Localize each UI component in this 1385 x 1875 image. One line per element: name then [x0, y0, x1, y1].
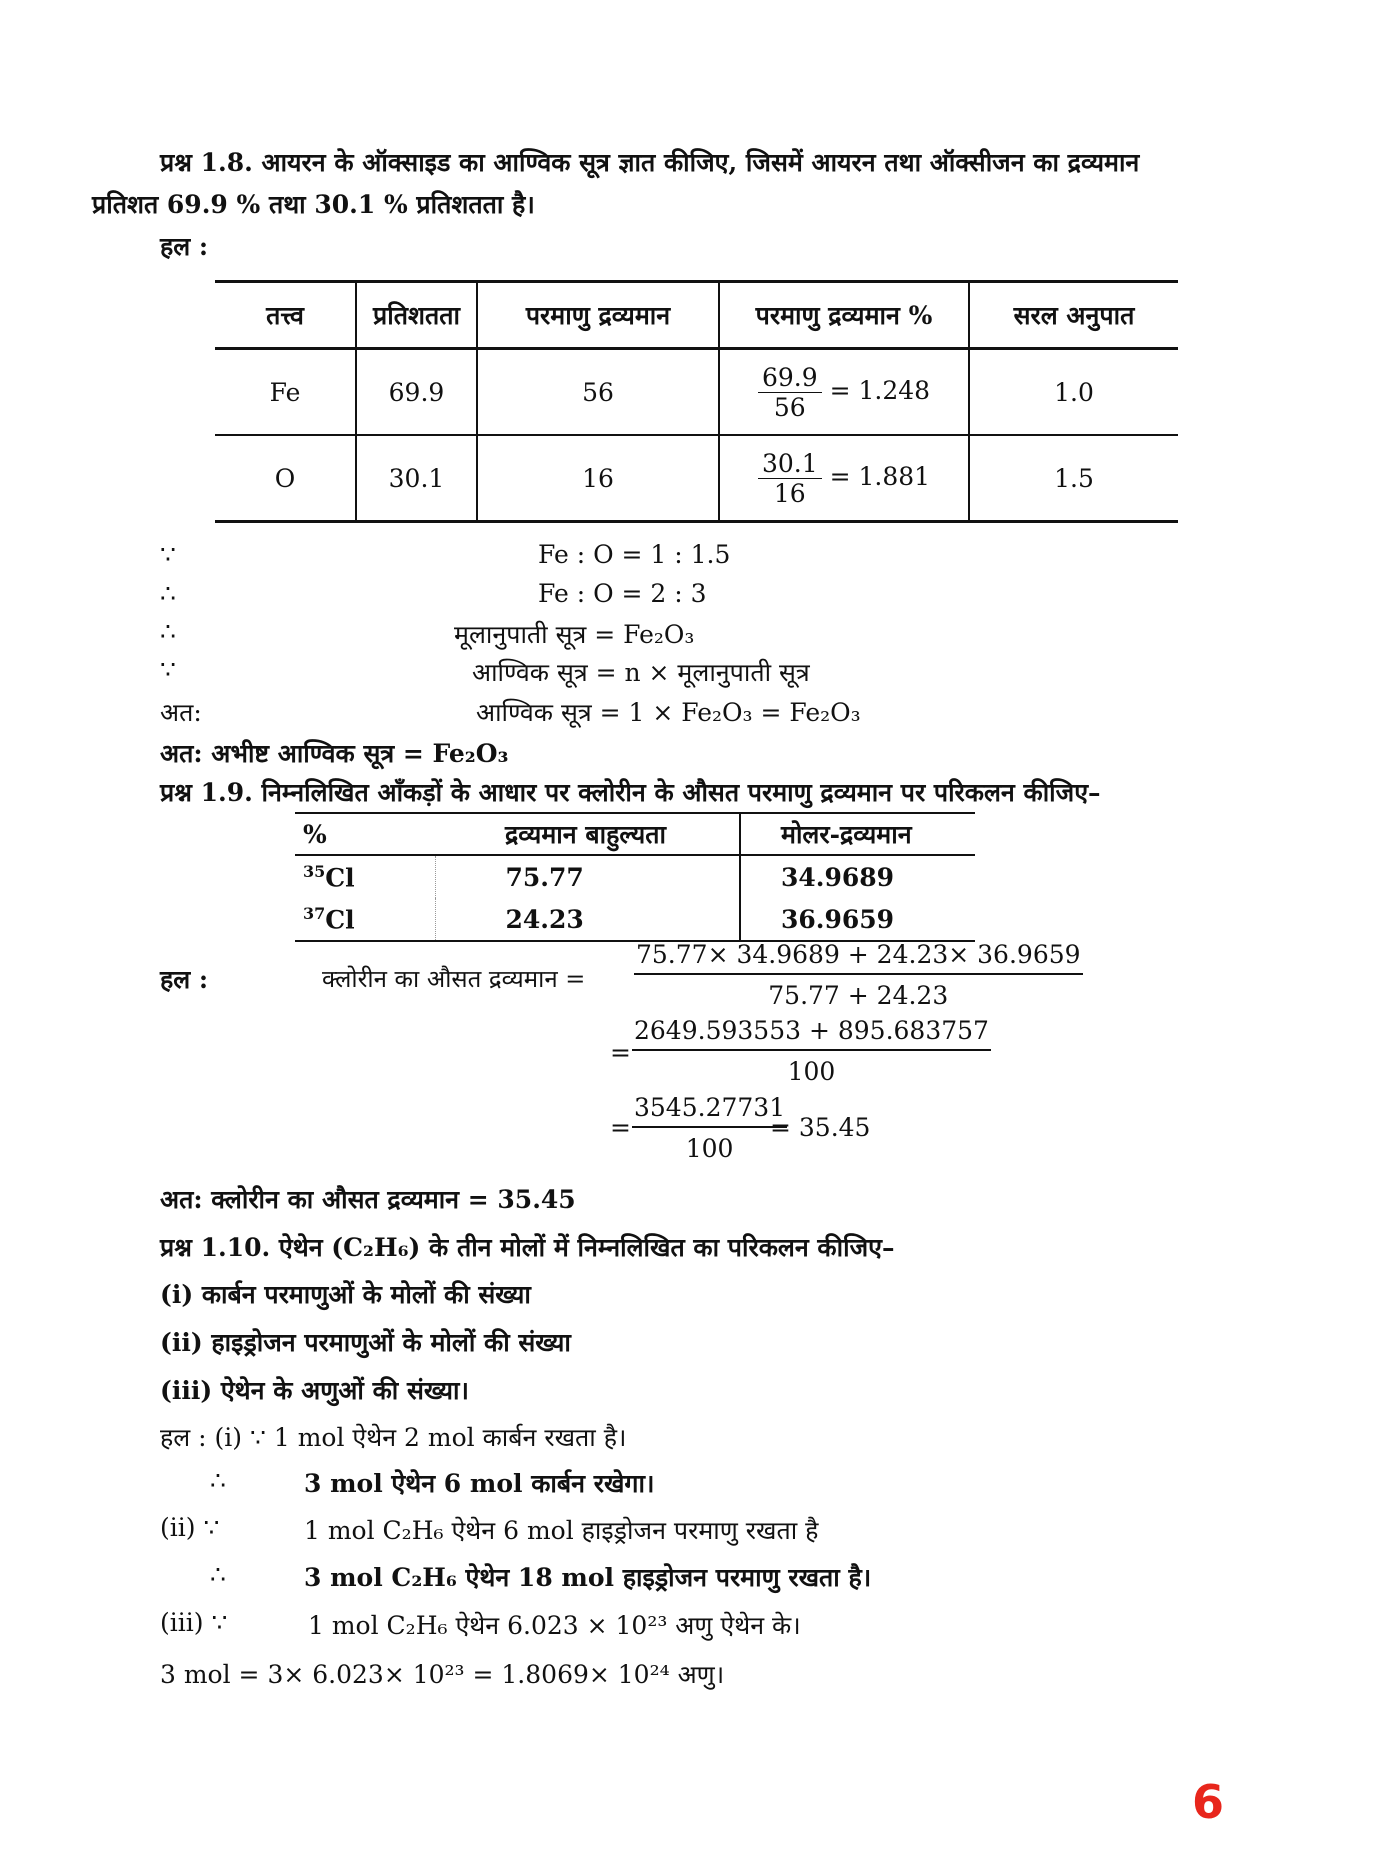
- table-row: [295, 855, 975, 898]
- abundance-cell: 24.23: [435, 898, 740, 941]
- q19-title: प्रश्न 1.9. निम्नलिखित आँकड़ों के आधार पर क्लोरीन के औसत परमाणु द्रव्यमान पर परिकलन कीजिए–: [160, 778, 1101, 807]
- step-symbol: ∵: [160, 655, 176, 684]
- isotope-symbol: Cl: [325, 863, 355, 893]
- header-cell: %: [295, 813, 435, 855]
- molar-mass-cell: 36.9659: [740, 898, 975, 941]
- fraction-denominator: 100: [685, 1134, 734, 1163]
- q110-item: (i) कार्बन परमाणुओं के मोलों की संख्या: [160, 1280, 531, 1309]
- q19-table: [295, 812, 975, 942]
- ratio-fraction-cell: [719, 435, 969, 522]
- result-value: = 35.45: [770, 1113, 871, 1142]
- fraction-numerator: 30.1: [758, 449, 822, 479]
- percent-cell: 69.9: [356, 349, 477, 436]
- fraction-result: = 1.248: [829, 375, 931, 405]
- mass-cell: 56: [477, 349, 719, 436]
- fraction-denominator: 75.77 + 24.23: [768, 981, 949, 1010]
- step-symbol: ∵: [160, 540, 176, 569]
- q110-solution-3-label: (iii) ∵: [160, 1608, 228, 1637]
- mass-number: 37: [303, 903, 326, 923]
- step-text: Fe : O = 2 : 3: [538, 579, 707, 608]
- header-cell: परमाणु द्रव्यमान: [477, 282, 719, 349]
- step-text: आण्विक सूत्र = 1 × Fe₂O₃ = Fe₂O₃: [476, 698, 861, 727]
- equals-sign: =: [610, 1113, 631, 1142]
- q110-solution-2b: 3 mol C₂H₆ ऐथेन 18 mol हाइड्रोजन परमाणु रखता है।: [304, 1563, 872, 1592]
- table-row: [215, 349, 1178, 436]
- fraction-denominator: 56: [773, 392, 806, 422]
- q110-solution-3: 1 mol C₂H₆ ऐथेन 6.023 × 10²³ अणु ऐथेन के।: [308, 1611, 801, 1640]
- therefore-symbol: ∴: [210, 1560, 226, 1589]
- q110-solution-2-label: (ii) ∵: [160, 1513, 220, 1542]
- simple-ratio-cell: 1.0: [969, 349, 1178, 436]
- fraction-numerator: 69.9: [758, 363, 822, 393]
- isotope-symbol: Cl: [325, 905, 355, 935]
- equals-sign: =: [610, 1038, 631, 1067]
- q18-hal: हल :: [160, 232, 209, 261]
- q18-table-header: [215, 282, 1178, 349]
- fraction: [758, 449, 822, 508]
- mass-number: 35: [303, 861, 326, 881]
- header-cell: मोलर-द्रव्यमान: [740, 813, 975, 855]
- element-cell: Fe: [215, 349, 356, 436]
- header-cell: सरल अनुपात: [969, 282, 1178, 349]
- q18-table: [215, 280, 1178, 523]
- fraction-denominator: 16: [773, 478, 806, 508]
- step-text: मूलानुपाती सूत्र = Fe₂O₃: [454, 620, 695, 649]
- avg-mass-label: क्लोरीन का औसत द्रव्यमान =: [322, 965, 586, 993]
- table-row: [215, 435, 1178, 522]
- header-cell: परमाणु द्रव्यमान %: [719, 282, 969, 349]
- q110-item: (ii) हाइड्रोजन परमाणुओं के मोलों की संख्या: [160, 1328, 571, 1357]
- page-number: 6: [1192, 1775, 1225, 1829]
- isotope-cell: [295, 855, 435, 898]
- q110-solution-1b: 3 mol ऐथेन 6 mol कार्बन रखेगा।: [304, 1469, 655, 1498]
- table-row: [295, 898, 975, 941]
- fraction-numerator: 2649.593553 + 895.683757: [632, 1016, 991, 1051]
- fraction-denominator: 100: [787, 1057, 836, 1086]
- abundance-cell: 75.77: [435, 855, 740, 898]
- percent-cell: 30.1: [356, 435, 477, 522]
- fraction: [758, 363, 822, 422]
- q110-solution-2: 1 mol C₂H₆ ऐथेन 6 mol हाइड्रोजन परमाणु रखता है: [304, 1516, 819, 1545]
- step-text: आण्विक सूत्र = n × मूलानुपाती सूत्र: [472, 658, 810, 687]
- q19-table-header: [295, 813, 975, 855]
- step-symbol: अत:: [160, 698, 202, 727]
- step-text: Fe : O = 1 : 1.5: [538, 540, 731, 569]
- fraction-numerator: 3545.27731: [632, 1093, 787, 1128]
- element-cell: O: [215, 435, 356, 522]
- header-cell: तत्त्व: [215, 282, 356, 349]
- therefore-symbol: ∴: [210, 1466, 226, 1495]
- step-symbol: ∴: [160, 617, 176, 646]
- q18-conclusion: अत: अभीष्ट आण्विक सूत्र = Fe₂O₃: [160, 739, 509, 768]
- q19-hal: हल :: [160, 965, 209, 994]
- formula-fraction-1: [634, 940, 1083, 1010]
- q18-line2: प्रतिशत 69.9 % तथा 30.1 % प्रतिशतता है।: [92, 190, 535, 219]
- q110-solution-3b: 3 mol = 3× 6.023× 10²³ = 1.8069× 10²⁴ अणु।: [160, 1660, 725, 1689]
- mass-cell: 16: [477, 435, 719, 522]
- header-cell: द्रव्यमान बाहुल्यता: [435, 813, 740, 855]
- q110-title: प्रश्न 1.10. ऐथेन (C₂H₆) के तीन मोलों में निम्नलिखित का परिकलन कीजिए–: [160, 1233, 895, 1262]
- header-cell: प्रतिशतता: [356, 282, 477, 349]
- fraction-numerator: 75.77× 34.9689 + 24.23× 36.9659: [634, 940, 1083, 975]
- simple-ratio-cell: 1.5: [1054, 463, 1094, 493]
- q19-conclusion: अत: क्लोरीन का औसत द्रव्यमान = 35.45: [160, 1185, 576, 1214]
- fraction-result: = 1.881: [829, 461, 931, 491]
- q110-item: (iii) ऐथेन के अणुओं की संख्या।: [160, 1376, 469, 1405]
- isotope-cell: [295, 898, 435, 941]
- formula-fraction-2: [632, 1016, 991, 1086]
- q110-solution-1: हल : (i) ∵ 1 mol ऐथेन 2 mol कार्बन रखता है।: [160, 1423, 627, 1452]
- ratio-fraction-cell: [719, 349, 969, 436]
- formula-fraction-3: [632, 1093, 787, 1163]
- molar-mass-cell: 34.9689: [740, 855, 975, 898]
- step-symbol: ∴: [160, 579, 176, 608]
- q18-line1: प्रश्न 1.8. आयरन के ऑक्साइड का आण्विक सूत्र ज्ञात कीजिए, जिसमें आयरन तथा ऑक्सीजन का द्रव्यमान: [160, 148, 1140, 177]
